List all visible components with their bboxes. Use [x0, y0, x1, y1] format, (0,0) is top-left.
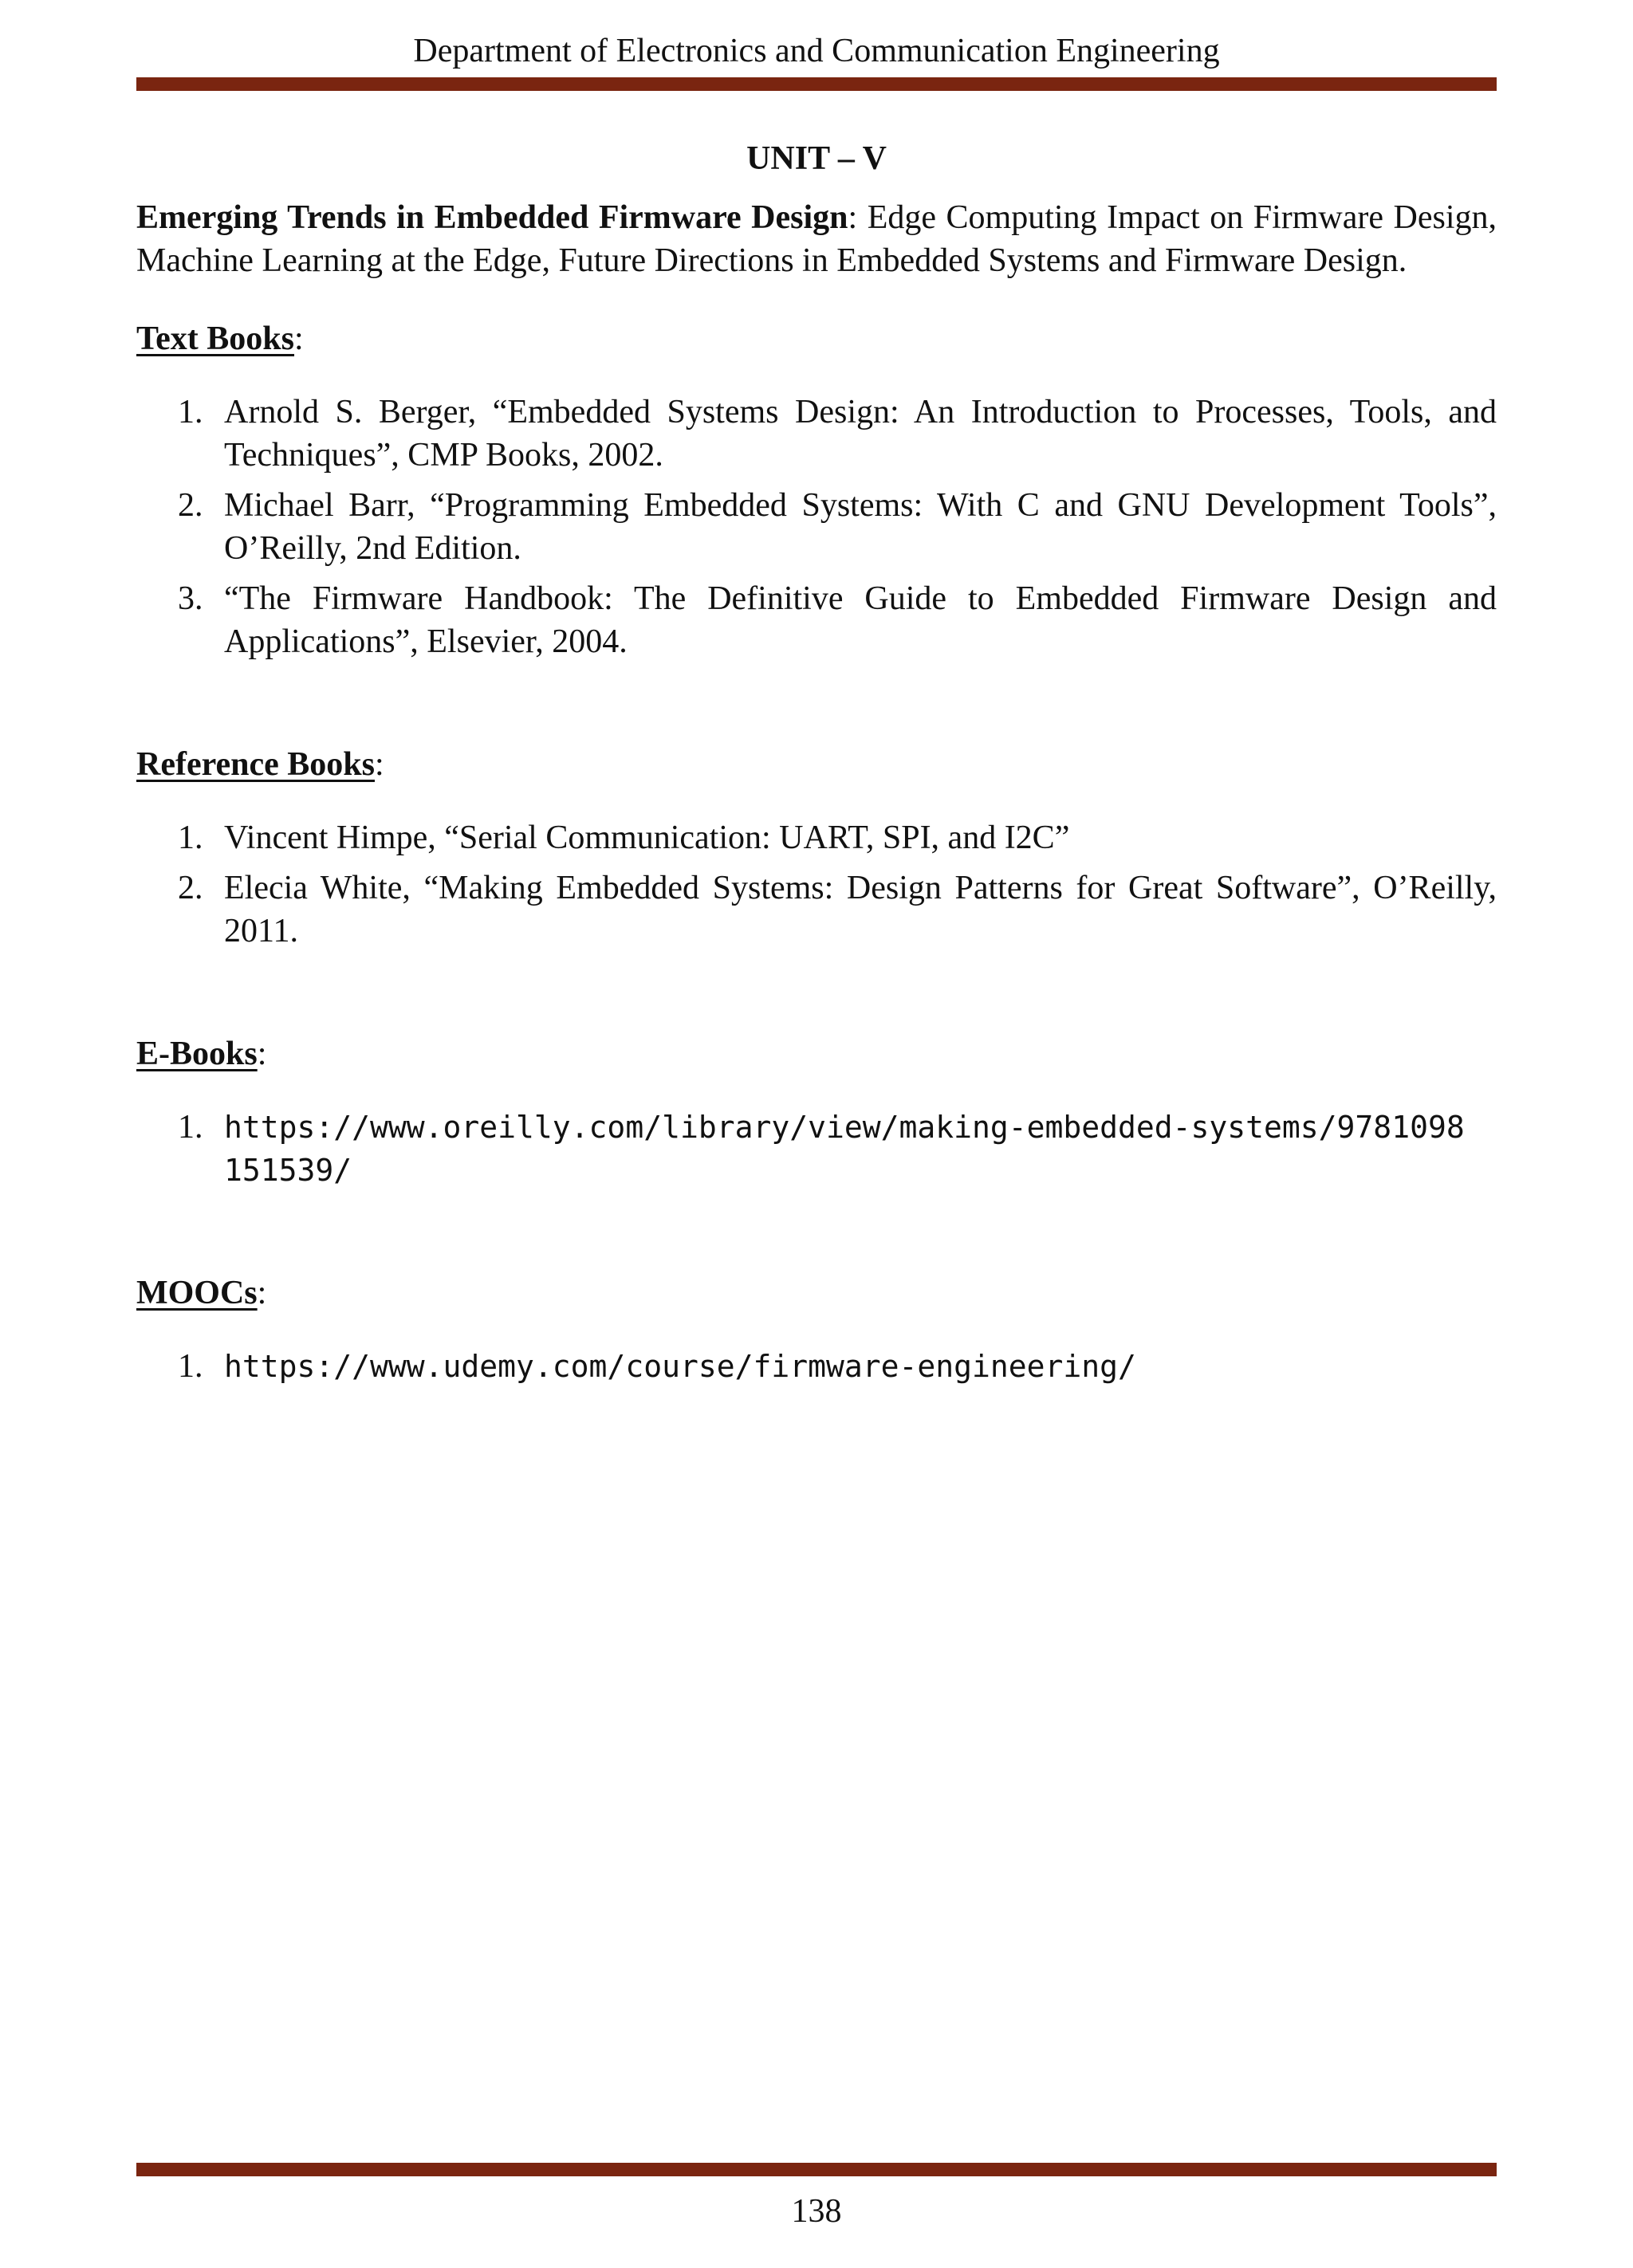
list-item: [136, 577, 1497, 663]
ebooks-heading: [136, 1032, 1497, 1075]
ebooks-heading-colon: :: [257, 1036, 267, 1072]
list-item-text: Michael Barr, “Programming Embedded Systems: With C and GNU Development Tools”, O’Reilly, 2nd Edition.: [224, 487, 1497, 567]
list-item-number: 2.: [178, 487, 203, 524]
list-item: [136, 1345, 1497, 1388]
moocs-list: [136, 1345, 1497, 1388]
reference-books-list: [136, 816, 1497, 953]
list-item-number: 2.: [178, 870, 203, 906]
list-item-text: “The Firmware Handbook: The Definitive Guide to Embedded Firmware Design and Applications”, Elsevier, 2004.: [224, 580, 1497, 660]
reference-books-heading-colon: :: [374, 746, 384, 783]
list-item: [136, 867, 1497, 953]
moocs-heading-colon: :: [257, 1275, 267, 1311]
text-books-heading-colon: :: [294, 320, 304, 357]
reference-books-heading-label: Reference Books: [136, 746, 375, 783]
reference-books-heading: [136, 743, 1497, 786]
list-item-text: Arnold S. Berger, “Embedded Systems Design: An Introduction to Processes, Tools, and Techniques”, CMP Books, 2002.: [224, 394, 1497, 474]
unit-topic-list: Edge Computing Impact on Firmware Design, Machine Learning at the Edge, Future Directions in Embedded Systems and Firmware Design.: [136, 199, 1497, 279]
list-item: [136, 391, 1497, 477]
unit-topic-title: Emerging Trends in Embedded Firmware Design: [136, 199, 848, 236]
list-item: [136, 1106, 1497, 1192]
text-books-list: [136, 391, 1497, 663]
mooc-link[interactable]: https://www.udemy.com/course/firmware-engineering/: [224, 1349, 1136, 1384]
ebook-link-line-1[interactable]: https://www.oreilly.com/library/view/making-embedded-systems/9781098: [224, 1110, 1465, 1145]
list-item-text: Vincent Himpe, “Serial Communication: UART, SPI, and I2C”: [224, 820, 1070, 856]
unit-heading: UNIT – V: [746, 140, 887, 177]
header-rule: [136, 77, 1497, 91]
list-item-number: 1.: [178, 394, 203, 430]
list-item: [136, 816, 1497, 859]
list-item: [136, 484, 1497, 570]
list-item-number: 3.: [178, 580, 203, 617]
moocs-heading-label: MOOCs: [136, 1275, 258, 1311]
page-content: [136, 128, 1497, 1395]
page-number: 138: [791, 2193, 842, 2230]
ebooks-list: [136, 1106, 1497, 1192]
moocs-heading: [136, 1272, 1497, 1315]
unit-description: [136, 196, 1497, 282]
list-item-text: Elecia White, “Making Embedded Systems: Design Patterns for Great Software”, O’Reilly, 2011.: [224, 870, 1497, 949]
list-item-number: 1.: [178, 820, 203, 856]
page-header-title: Department of Electronics and Communication Engineering: [413, 33, 1220, 69]
ebook-link-line-2[interactable]: 151539/: [224, 1153, 352, 1188]
list-item-number: 1.: [178, 1348, 203, 1385]
text-books-heading-label: Text Books: [136, 320, 295, 357]
ebooks-heading-label: E-Books: [136, 1036, 258, 1072]
footer-rule: [136, 2163, 1497, 2176]
unit-topic-colon: :: [848, 199, 858, 236]
list-item-number: 1.: [178, 1109, 203, 1146]
text-books-heading: [136, 317, 1497, 360]
